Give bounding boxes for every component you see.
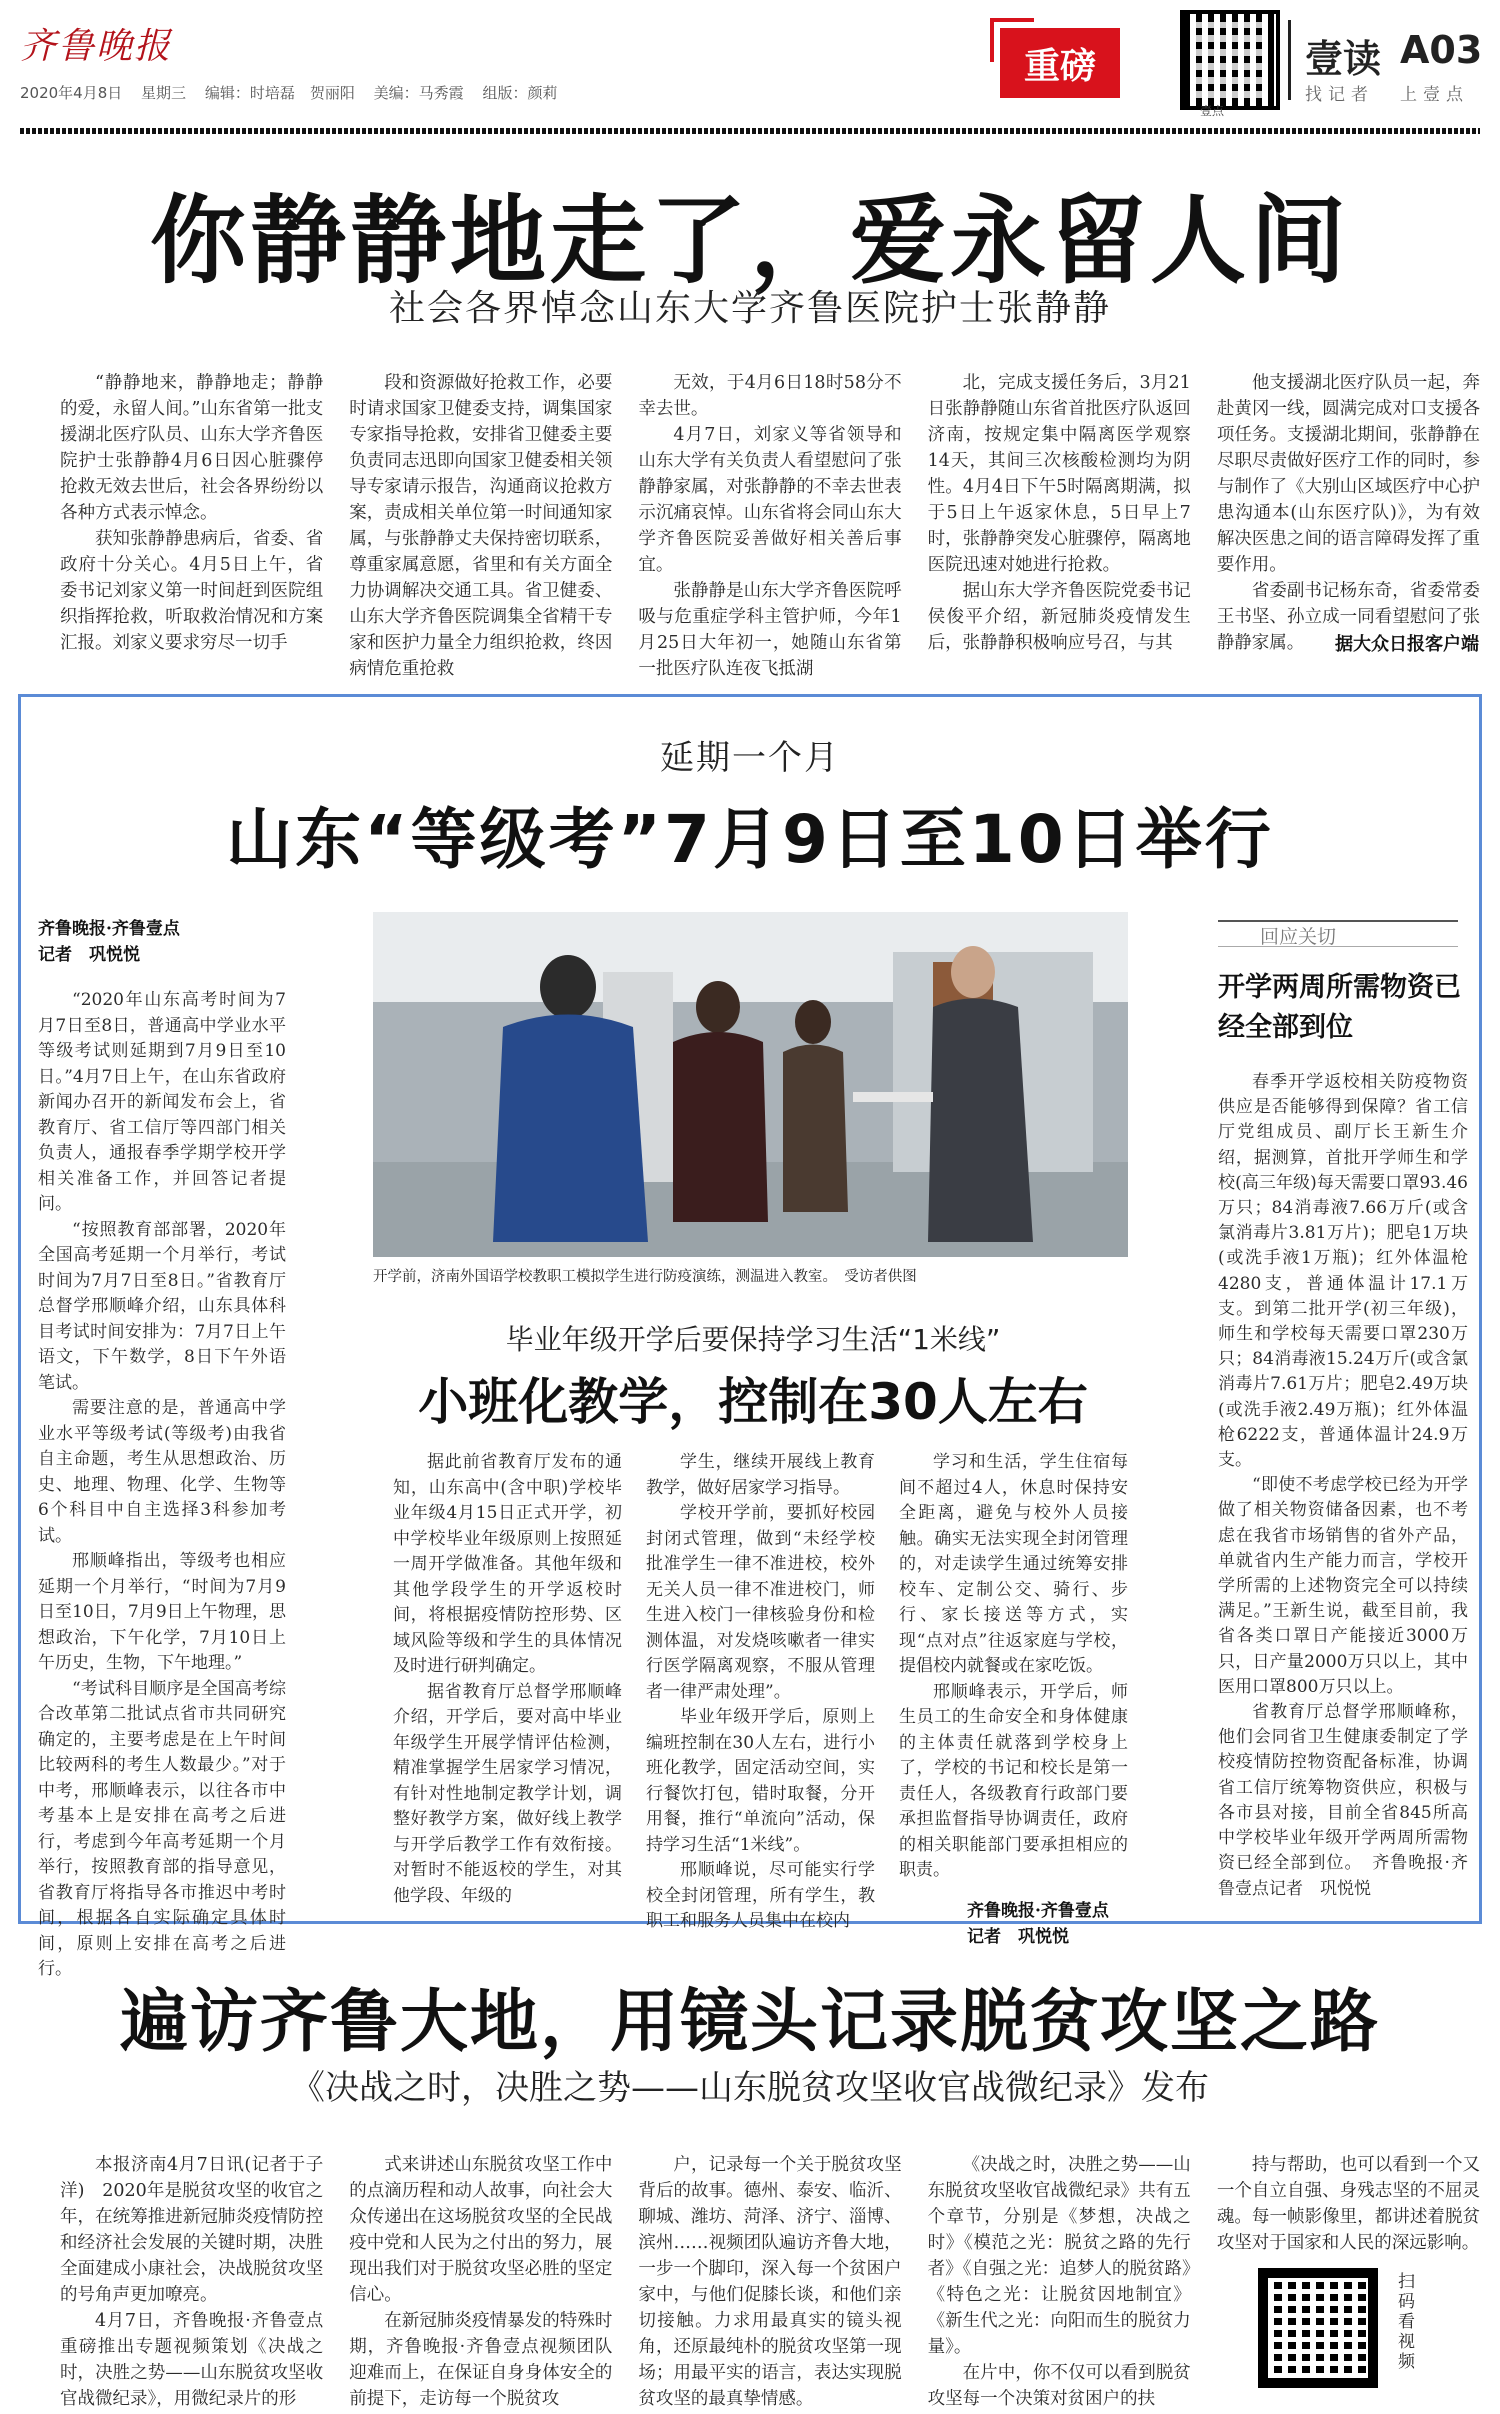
qr-code-icon[interactable] [1180, 10, 1280, 110]
issue-weekday: 星期三 [141, 84, 187, 102]
paragraph: 春季开学返校相关防疫物资供应是否能够得到保障？省工信厅党组成员、副厅长王新生介绍，据测算，首批开学师生和学校(高三年级)每天需要口罩93.46万只；84消毒液7.66万斤(或含氯消毒片3.81万片)；肥皂1万块(或洗手液1万瓶)；红外体温枪4280支，普通体温计17.1万支。到第二批开学(初三年级)，师生和学校每天需要口罩230万只；84消毒液15.24万斤(或含氯消毒片7.61万片；肥皂2.49万块(或洗手液2.49万瓶)；红外体温枪6222支，普通体温计24.9万支。 [1218, 1072, 1468, 1471]
section-name: 壹读 [1305, 37, 1382, 81]
paragraph: 邢顺峰说，尽可能实行学校全封闭管理，所有学生，教职工和服务人员集中在校内 [646, 1860, 875, 1931]
text-column [393, 1450, 622, 1906]
paragraph: 毕业年级开学后，原则上编班控制在30人左右，进行小班化教学，固定活动空间，实行餐饮打包，错时取餐，分开用餐，推行“单流向”活动，保持学习生活“1米线”。 [646, 1707, 875, 1855]
text-column [349, 370, 613, 679]
section-slogan-right: 上壹点 [1400, 85, 1469, 105]
byline-org: 齐鲁晚报·齐鲁壹点 [38, 919, 180, 939]
paragraph: 无效，于4月6日18时58分不幸去世。 [638, 373, 902, 419]
story1-credit: 据大众日报客户端 [1335, 634, 1479, 655]
news-photo [373, 912, 1128, 1257]
paragraph: 北，完成支援任务后，3月21日张静静随山东省首批医疗队返回济南，按规定集中隔离医学观察14天，其间三次核酸检测均为阴性。4月4日下午5时隔离期满，拟于5日上午返家休息，5日早上7时，张静静突发心脏骤停，隔离地医院迅速对她进行抢救。 [927, 373, 1191, 575]
paragraph: 据此前省教育厅发布的通知，山东高中(含中职)学校毕业年级4月15日正式开学，初中学校毕业年级原则上按照延一周开学做准备。其他年级和其他学段学生的开学返校时间，将根据疫情防控形势、区域风险等级和学生的具体情况及时进行研判确定。 [393, 1452, 622, 1676]
video-qr-code-icon[interactable] [1258, 2268, 1378, 2388]
top-rule [20, 128, 1480, 134]
paragraph: 户，记录每一个关于脱贫攻坚背后的故事。德州、泰安、临沂、聊城、潍坊、菏泽、济宁、淄博、滨州……视频团队遍访齐鲁大地，一步一个脚印，深入每一个贫困户家中，与他们促膝长谈，和他们亲切接触。力求用最真实的镜头视角，还原最纯朴的脱贫攻坚第一现场；用最平实的语言，表达实现脱贫攻坚的最真挚情感。 [638, 2155, 902, 2409]
text-column [60, 370, 324, 653]
paragraph: 获知张静静患病后，省委、省政府十分关心。4月5日上午，省委书记刘家义第一时间赶到医院组织指挥抢救，听取救治情况和方案汇报。刘家义要求穷尽一切手 [60, 529, 324, 653]
story2-sub-headline: 小班化教学，控制在30人左右 [418, 1373, 1088, 1431]
page-number: A03 [1400, 28, 1483, 72]
paragraph: 持与帮助，也可以看到一个又一个自立自强、身残志坚的不屈灵魂。每一帧影像里，都讲述着脱贫攻坚对于国家和人民的深远影响。 [1216, 2155, 1481, 2253]
layout-credit: 组版：颜莉 [482, 84, 558, 102]
sidebar-rule [1218, 920, 1458, 947]
paragraph: “按照教育部部署，2020年全国高考延期一个月举行，考试时间为7月7日至8日。”省教育厅总督学邢顺峰介绍，山东具体科目考试时间安排为：7月7日上午语文，下午数学，8日下午外语笔试。 [38, 1219, 286, 1393]
newspaper-logo: 齐鲁晚报 [20, 26, 173, 67]
section-badge: 重磅 [1000, 28, 1120, 98]
divider [1288, 20, 1291, 100]
paragraph: 在新冠肺炎疫情暴发的特殊时期，齐鲁晚报·齐鲁壹点视频团队迎难而上，在保证自身身体安全的前提下，走访每一个脱贫攻 [349, 2311, 613, 2409]
paragraph: 省委副书记杨东奇，省委常委王书坚、孙立成一同看望慰问了张静静家属。 [1216, 581, 1481, 653]
paragraph: 邢顺峰表示，开学后，师生员工的生命安全和身体健康的主体责任就落到学校身上了，学校的书记和校长是第一责任人，各级教育行政部门要承担监督指导协调责任，政府的相关职能部门要承担相应的职责。 [899, 1681, 1128, 1880]
headline-story2: 山东“等级考”7月9日至10日举行 [226, 801, 1274, 878]
sub-byline-org: 齐鲁晚报·齐鲁壹点 [967, 1900, 1109, 1921]
paragraph: 4月7日，刘家义等省领导和山东大学有关负责人看望慰问了张静静家属，对张静静的不幸去世表示沉痛哀悼。山东省将会同山东大学齐鲁医院妥善做好相关善后事宜。 [638, 425, 902, 575]
paragraph: 省教育厅总督学邢顺峰称，他们会同省卫生健康委制定了学校疫情防控物资配备标准，协调省工信厅统筹物资供应，积极与各市县对接，目前全省845所高中学校毕业年级开学两周所需物资已经全部到位。 齐鲁晚报·齐鲁壹点记者 巩悦悦 [1218, 1702, 1468, 1899]
photo-caption: 开学前，济南外国语学校教职工模拟学生进行防疫演练，测温进入教室。 受访者供图 [373, 1269, 917, 1285]
paragraph: 式来讲述山东脱贫攻坚工作中的点滴历程和动人故事，向社会大众传递出在这场脱贫攻坚的全民战疫中党和人民为之付出的努力，展现出我们对于脱贫攻坚必胜的坚定信心。 [349, 2155, 613, 2305]
paragraph: 据山东大学齐鲁医院党委书记侯俊平介绍，新冠肺炎疫情发生后，张静静积极响应号召，与其 [927, 581, 1191, 653]
paragraph: 张静静是山东大学齐鲁医院呼吸与危重症学科主管护师，今年1月25日大年初一，她随山东省第一批医疗队连夜飞抵湖 [638, 581, 902, 679]
sidebar-body [1218, 1070, 1468, 1899]
story2-left-column [38, 916, 286, 1979]
paragraph: 学习和生活，学生住宿每间不超过4人，休息时保持安全距离，避免与校外人员接触。确实无法实现全封闭管理的，对走读学生通过统筹安排校车、定制公交、骑行、步行、家长接送等方式，实现“点对点”往返家庭与学校，提倡校内就餐或在家吃饭。 [899, 1452, 1128, 1676]
text-column [899, 1450, 1128, 1947]
paragraph: 在片中，你不仅可以看到脱贫攻坚每一个决策对贫困户的扶 [927, 2363, 1191, 2409]
paragraph: “静静地来，静静地走；静静的爱，永留人间。”山东省第一批支援湖北医疗队员、山东大学齐鲁医院护士张静静4月6日因心脏骤停抢救无效去世后，社会各界纷纷以各种方式表示悼念。 [60, 373, 324, 523]
text-column [349, 2152, 613, 2409]
paragraph: “2020年山东高考时间为7月7日至8日，普通高中学业水平等级考试则延期到7月9日至10日。”4月7日上午，在山东省政府新闻办召开的新闻发布会上，省教育厅、省工信厅等四部门相关负责人，通报春季学期学校开学相关准备工作，并回答记者提问。 [38, 990, 286, 1214]
headline-story1: 你静静地走了，爱永留人间 [150, 185, 1350, 297]
section-slogan-left: 找记者 [1305, 85, 1374, 105]
paragraph: 邢顺峰指出，等级考也相应延期一个月举行，“时间为7月9日至10日，7月9日上午物理，思想政治，下午化学，7月10日上午历史，生物，下午地理。” [38, 1551, 286, 1673]
paragraph: 本报济南4月7日讯(记者于子洋) 2020年是脱贫攻坚的收官之年，在统筹推进新冠肺炎疫情防控和经济社会发展的关键时期，决胜全面建成小康社会，决战脱贫攻坚的号角声更加嘹亮。 [60, 2155, 324, 2305]
paragraph: 4月7日，齐鲁晚报·齐鲁壹点重磅推出专题视频策划《决战之时，决胜之势——山东脱贫攻坚收官战微纪录》，用微纪录片的形 [60, 2311, 324, 2409]
paragraph: 据省教育厅总督学邢顺峰介绍，开学后，要对高中毕业年级学生开展学情评估检测，精准掌握学生居家学习情况，有针对性地制定教学计划，调整好教学方案，做好线上教学与开学后教学工作有效衔接。对暂时不能返校的学生，对其他学段、年级的 [393, 1681, 622, 1906]
subheadline-story3: 《决战之时，决胜之势——山东脱贫攻坚收官战微纪录》发布 [291, 2068, 1209, 2108]
editor-credit: 编辑：时培磊 贺丽阳 [204, 84, 355, 102]
dateline [20, 82, 571, 103]
qr-label: 壹点 [1200, 104, 1225, 118]
byline-reporter: 记者 巩悦悦 [38, 945, 140, 965]
video-qr-label: 扫码看视频 [1394, 2272, 1414, 2372]
sub-byline-reporter: 记者 巩悦悦 [967, 1926, 1069, 1947]
text-column [927, 370, 1191, 653]
paragraph: “即使不考虑学校已经为开学做了相关物资储备因素，也不考虑在我省市场销售的省外产品，单就省内生产能力而言，学校开学所需的上述物资完全可以持续满足。”王新生说，截至目前，我省各类口罩日产能接近3000万只，日产量2000万只以上，其中医用口罩800万只以上。 [1218, 1475, 1468, 1697]
sidebar-title: 开学两周所需物资已经全部到位 [1218, 972, 1461, 1043]
paragraph: 学生，继续开展线上教育教学，做好居家学习指导。 [646, 1452, 875, 1498]
headline-story3: 遍访齐鲁大地，用镜头记录脱贫攻坚之路 [119, 1983, 1380, 2062]
issue-date: 2020年4月8日 [20, 84, 123, 102]
story2-sub-kicker: 毕业年级开学后要保持学习生活“1米线” [505, 1323, 1001, 1356]
paragraph: “考试科目顺序是全国高考综合改革第二批试点省市共同研究确定的，主要考虑是在上午时间比较两科的考生人数最少。”对于中考，邢顺峰表示，以往各市中考基本上是安排在高考之后进行，考虑到今年高考延期一个月举行，按照教育部的指导意见，省教育厅将指导各市推迟中考时间，根据各自实际确定具体时间，原则上安排在高考之后进行。 [38, 1678, 286, 1979]
paragraph: 需要注意的是，普通高中学业水平等级考试(等级考)由我省自主命题，考生从思想政治、历史、地理、物理、化学、生物等6个科目中自主选择3科参加考试。 [38, 1398, 286, 1546]
text-column [646, 1450, 875, 1931]
paragraph: 他支援湖北医疗队员一起，奔赴黄冈一线，圆满完成对口支援各项任务。支援湖北期间，张静静在尽职尽责做好医疗工作的同时，参与制作了《大别山区域医疗中心护患沟通本(山东医疗队)》，为有效解决医患之间的语言障碍发挥了重要作用。 [1216, 373, 1481, 575]
text-column [638, 2152, 902, 2409]
text-column [60, 2152, 324, 2409]
paragraph: 《决战之时，决胜之势——山东脱贫攻坚收官战微纪录》共有五个章节，分别是《梦想，决战之时》《模范之光：脱贫之路的先行者》《自强之光：追梦人的脱贫路》《特色之光：让脱贫因地制宜》《新生代之光：向阳而生的脱贫力量》。 [927, 2155, 1191, 2357]
text-column [927, 2152, 1191, 2409]
paragraph: 段和资源做好抢救工作，必要时请求国家卫健委支持，调集国家专家指导抢救，安排省卫健委主要负责同志迅即向国家卫健委相关领导专家请示报告，沟通商议抢救方案，责成相关单位第一时间通知家属，与张静静丈夫保持密切联系，尊重家属意愿，省里和有关方面全力协调解决交通工具。省卫健委、山东大学齐鲁医院调集全省精干专家和医护力量全力组织抢救，终因病情危重抢救 [349, 373, 613, 679]
subheadline-story1: 社会各界悼念山东大学齐鲁医院护士张静静 [388, 288, 1111, 329]
paragraph: 学校开学前，要抓好校园封闭式管理，做到“未经学校批准学生一律不准进校，校外无关人员一律不准进校门，师生进入校门一律核验身份和检测体温，对发烧咳嗽者一律实行医学隔离观察，不服从管理者一律严肃处理”。 [646, 1503, 875, 1702]
sidebar-kicker: 回应关切 [1260, 926, 1337, 948]
story2-kicker: 延期一个月 [660, 738, 840, 778]
text-column [638, 370, 902, 679]
story2-sub-body [393, 1450, 1128, 1947]
art-credit: 美编：马秀霞 [373, 84, 464, 102]
